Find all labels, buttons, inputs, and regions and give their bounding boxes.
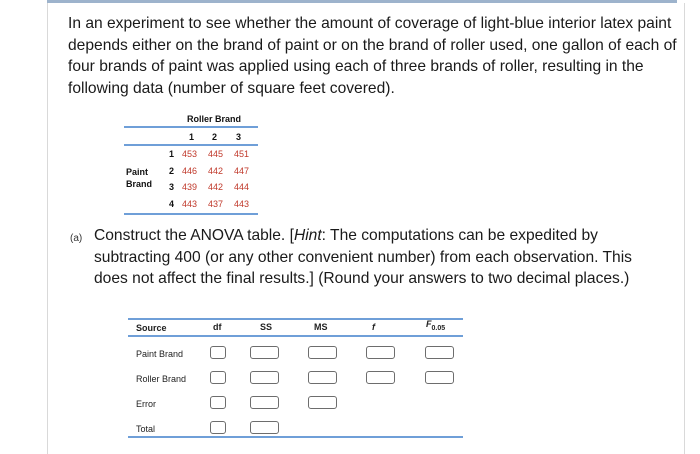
instruction-main: Construct the ANOVA table. [ (94, 227, 294, 244)
table-cell: 444 (234, 182, 250, 192)
table-cell: 447 (234, 166, 250, 176)
row-label: 2 (169, 166, 175, 176)
source-label: Paint Brand (136, 349, 184, 359)
paint-fcrit-input[interactable] (425, 346, 454, 359)
paint-ms-input[interactable] (308, 346, 337, 359)
header-ms: MS (314, 322, 328, 332)
f-crit-sub: 0.05 (431, 324, 446, 332)
roller-ms-input[interactable] (308, 371, 337, 384)
row-label: 3 (169, 182, 175, 192)
row-label: 4 (169, 199, 175, 209)
source-label: Total (136, 424, 156, 434)
roller-ss-input[interactable] (250, 371, 279, 384)
paint-df-input[interactable] (210, 346, 226, 359)
error-ms-input[interactable] (308, 396, 337, 409)
row-label: 1 (169, 149, 175, 159)
table-cell: 442 (208, 166, 224, 176)
table-cell: 439 (182, 182, 198, 192)
roller-fcrit-input[interactable] (425, 371, 454, 384)
total-df-input[interactable] (210, 421, 226, 434)
part-a-instruction (94, 225, 670, 290)
table-cell: 443 (182, 199, 198, 209)
table-cell: 451 (234, 149, 250, 159)
col-header: 2 (212, 132, 218, 142)
table-bottom-rule (124, 213, 258, 215)
header-f: f (372, 322, 375, 332)
col-header: 1 (189, 132, 195, 142)
anova-top-rule (128, 318, 463, 320)
instruction-hint: : The computations can be expedited by subtracting 400 (or any other convenient number) from each observation. This does not affect the final results.] (Round your answers to two decimal places.) (94, 227, 632, 287)
header-df: df (213, 322, 222, 332)
table-top-rule (124, 126, 258, 128)
header-source: Source (136, 323, 167, 333)
table-cell: 453 (182, 149, 198, 159)
paint-ss-input[interactable] (250, 346, 279, 359)
paint-f-input[interactable] (366, 346, 395, 359)
table-cell: 446 (182, 166, 198, 176)
table-cell: 445 (208, 149, 224, 159)
col-header: 3 (236, 132, 242, 142)
roller-df-input[interactable] (210, 371, 226, 384)
roller-f-input[interactable] (366, 371, 395, 384)
question-card (47, 3, 685, 454)
row-group-label: Paint (126, 167, 149, 177)
anova-header-rule (128, 335, 463, 337)
problem-intro: In an experiment to see whether the amount of coverage of light-blue interior latex paint depends either on the brand of paint or on the brand of roller used, one gallon of each of four brands of paint was applied using each of three brands of roller, resulting in the following data (number of square feet covered). (68, 15, 677, 97)
roller-brand-header: Roller Brand (187, 114, 242, 124)
table-header-rule (124, 144, 258, 146)
header-ss: SS (260, 322, 273, 332)
table-cell: 437 (208, 199, 224, 209)
table-cell: 443 (234, 199, 250, 209)
source-label: Roller Brand (136, 374, 187, 384)
row-group-label: Brand (126, 179, 153, 189)
part-a-tag: (a) (70, 233, 83, 244)
error-ss-input[interactable] (250, 396, 279, 409)
table-cell: 442 (208, 182, 224, 192)
source-label: Error (136, 399, 156, 409)
f-crit-base: F (426, 319, 432, 329)
anova-bottom-rule (128, 436, 463, 438)
header-f-crit (426, 319, 445, 332)
error-df-input[interactable] (210, 396, 226, 409)
hint-label: Hint (293, 227, 322, 244)
total-ss-input[interactable] (250, 421, 279, 434)
